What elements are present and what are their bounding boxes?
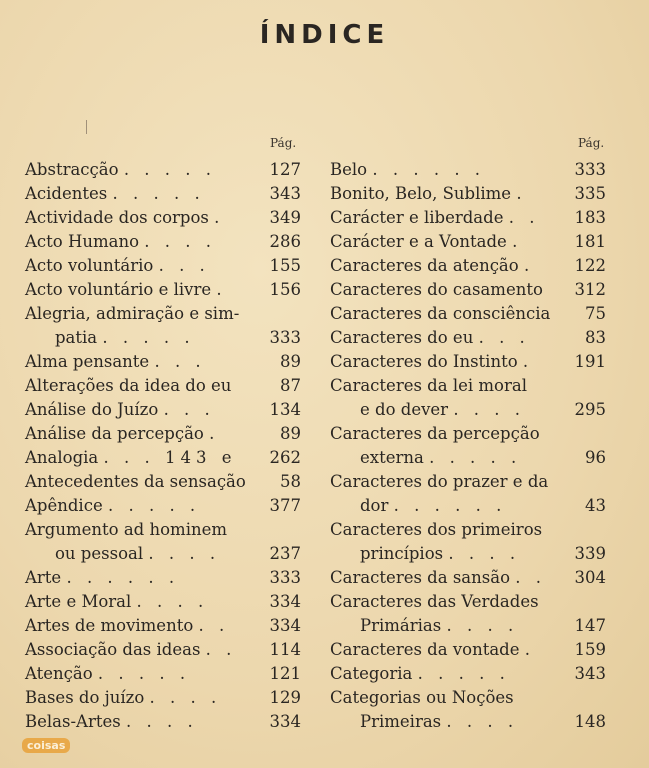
index-entry xyxy=(330,470,606,494)
entry-term xyxy=(330,326,530,350)
page-title: ÍNDICE xyxy=(259,20,390,50)
index-entry xyxy=(330,254,606,278)
entry-page-number: 349 xyxy=(269,208,301,227)
entry-term-text: Caracteres da lei moral xyxy=(330,376,527,395)
entry-page-number: 335 xyxy=(574,184,606,203)
entry-page-number: 127 xyxy=(269,160,301,179)
entry-term-text: Categorias ou Noções xyxy=(330,688,514,707)
index-entry xyxy=(330,230,606,254)
entry-term-text: dor xyxy=(360,496,389,515)
entry-leader-dots: . . . . . xyxy=(107,496,201,515)
index-entry xyxy=(25,590,301,614)
entry-term xyxy=(25,422,219,446)
index-entry xyxy=(330,566,606,590)
entry-term-text: Acto Humano xyxy=(25,232,140,251)
index-entry xyxy=(330,302,606,326)
entry-term xyxy=(330,422,540,446)
index-entry xyxy=(330,374,606,398)
entry-leader-dots: . xyxy=(209,424,220,443)
index-entry xyxy=(330,494,606,518)
index-entry xyxy=(330,326,606,350)
index-entry xyxy=(25,494,301,518)
index-entry xyxy=(330,182,606,206)
entry-term-text: Caracteres da sansão xyxy=(330,568,511,587)
entry-term xyxy=(330,350,533,374)
entry-term xyxy=(25,614,229,638)
index-entry xyxy=(330,398,606,422)
index-entry xyxy=(330,662,606,686)
entry-term xyxy=(330,686,514,710)
entry-page-number: 181 xyxy=(574,232,606,251)
entry-leader-dots: . . . . xyxy=(446,712,519,731)
entry-term-text: ou pessoal xyxy=(55,544,144,563)
index-entry xyxy=(330,542,606,566)
entry-page-number: 89 xyxy=(280,424,301,443)
entry-term xyxy=(330,230,522,254)
entry-leader-dots: . . . . . xyxy=(429,448,522,467)
entry-page-number: 304 xyxy=(574,568,606,587)
entry-term xyxy=(25,518,227,542)
index-entry xyxy=(25,518,301,542)
entry-page-number: 134 xyxy=(269,400,301,419)
entry-term-text: Caracteres dos primeiros xyxy=(330,520,543,539)
entry-term xyxy=(330,662,510,686)
entry-leader-dots: . . . . xyxy=(148,544,221,563)
entry-page-number: 183 xyxy=(574,208,606,227)
entry-leader-dots: . xyxy=(216,280,227,299)
entry-term-text: Acidentes xyxy=(25,184,108,203)
entry-term xyxy=(25,278,227,302)
entry-page-number: 333 xyxy=(269,568,301,587)
entry-term xyxy=(330,566,546,590)
index-entry xyxy=(25,158,301,182)
index-entry xyxy=(25,398,301,422)
index-entry xyxy=(330,686,606,710)
entry-leader-dots: . xyxy=(512,232,523,251)
entry-page-number: 96 xyxy=(585,448,606,467)
entry-term xyxy=(330,590,539,614)
index-entry xyxy=(25,614,301,638)
index-entry xyxy=(25,206,301,230)
entry-leader-dots: . xyxy=(524,640,536,659)
index-entry xyxy=(330,710,606,734)
entry-term-text: Bonito, Belo, Sublime xyxy=(330,184,512,203)
entry-term xyxy=(330,254,534,278)
index-entry xyxy=(330,518,606,542)
entry-term-text: Caracteres da consciência xyxy=(330,304,551,323)
entry-term-text: Primárias xyxy=(360,616,442,635)
index-entry xyxy=(25,566,301,590)
entry-term xyxy=(55,326,195,350)
entry-term xyxy=(330,518,542,542)
entry-page-number: 286 xyxy=(269,232,301,251)
entry-page-number: 75 xyxy=(585,304,606,323)
index-entry xyxy=(330,590,606,614)
entry-leader-dots: . . . . . xyxy=(112,184,205,203)
entry-term xyxy=(25,302,239,326)
entry-term xyxy=(25,182,205,206)
entry-page-number: 343 xyxy=(574,664,606,683)
entry-term-text: Actividade dos corpos xyxy=(25,208,209,227)
entry-term xyxy=(25,686,221,710)
entry-leader-dots: . . . . . . xyxy=(372,160,486,179)
entry-leader-dots: . . . . xyxy=(448,544,521,563)
watermark-logo: coisas xyxy=(22,738,70,753)
entry-term xyxy=(360,710,518,734)
index-entry xyxy=(25,302,301,326)
entry-leader-dots: . xyxy=(523,256,535,275)
entry-term-text: Belas-Artes xyxy=(25,712,121,731)
entry-leader-dots: . . xyxy=(508,208,540,227)
entry-page-number: 43 xyxy=(585,496,606,515)
index-entry xyxy=(25,230,301,254)
entry-term xyxy=(330,206,539,230)
entry-term xyxy=(330,638,535,662)
entry-term xyxy=(25,158,216,182)
entry-term-text: Alegria, admiração e sim- xyxy=(25,304,240,323)
entry-term xyxy=(25,206,224,230)
entry-term-text: Análise do Juízo xyxy=(25,400,159,419)
index-entry xyxy=(330,422,606,446)
index-entry xyxy=(25,182,301,206)
page-column-label-left: Pág. xyxy=(270,136,297,150)
entry-leader-dots: . . . . . xyxy=(123,160,217,179)
entry-page-number: 295 xyxy=(574,400,606,419)
entry-page-number: 191 xyxy=(574,352,606,371)
entry-term xyxy=(25,446,237,470)
entry-page-number: 147 xyxy=(574,616,606,635)
entry-page-number: 129 xyxy=(269,688,301,707)
entry-term-text: Antecedentes da sensação xyxy=(25,472,246,491)
index-entry xyxy=(25,686,301,710)
entry-leader-dots: . . . xyxy=(154,352,206,371)
entry-term xyxy=(330,278,543,302)
entry-term xyxy=(25,374,231,398)
entry-leader-dots: . . . . xyxy=(125,712,198,731)
entry-term xyxy=(330,470,548,494)
entry-term-text: Caracteres do casamento xyxy=(330,280,543,299)
entry-leader-dots: . . . . . xyxy=(102,328,195,347)
index-entry xyxy=(25,470,301,494)
entry-term-text: Categoria xyxy=(330,664,413,683)
entry-term xyxy=(25,710,198,734)
entry-leader-dots: . . . xyxy=(163,400,215,419)
entry-term-text: Caracteres da vontade xyxy=(330,640,520,659)
entry-term-text: Bases do juízo xyxy=(25,688,145,707)
entry-leader-dots: . . . . . . xyxy=(66,568,180,587)
entry-term xyxy=(25,350,206,374)
entry-term xyxy=(25,662,190,686)
entry-leader-dots: . xyxy=(522,352,534,371)
entry-term xyxy=(330,182,527,206)
entry-leader-dots: . . . xyxy=(478,328,530,347)
entry-term-text: Primeiras xyxy=(360,712,442,731)
index-entry xyxy=(25,710,301,734)
index-entry xyxy=(330,446,606,470)
entry-term-text: Caracteres do prazer e da xyxy=(330,472,549,491)
entry-leader-dots: . . xyxy=(198,616,230,635)
entry-term-text: princípios xyxy=(360,544,444,563)
entry-term xyxy=(55,542,220,566)
index-entry xyxy=(25,326,301,350)
entry-term-text: Arte e Moral xyxy=(25,592,132,611)
entry-term-text: Caracteres do Instinto xyxy=(330,352,518,371)
entry-page-number: 87 xyxy=(280,376,301,395)
entry-term xyxy=(360,542,520,566)
entry-term xyxy=(330,302,550,326)
entry-term xyxy=(330,158,485,182)
entry-leader-dots: . . . . xyxy=(136,592,209,611)
index-entry xyxy=(25,350,301,374)
entry-term xyxy=(330,374,527,398)
entry-term xyxy=(25,398,215,422)
entry-term xyxy=(360,398,525,422)
index-entry xyxy=(330,158,606,182)
entry-term-text: Carácter e liberdade xyxy=(330,208,504,227)
entry-page-number: 89 xyxy=(280,352,301,371)
entry-page-number: 262 xyxy=(269,448,301,467)
index-entry xyxy=(25,542,301,566)
entry-term xyxy=(25,254,210,278)
index-entry xyxy=(25,446,301,470)
entry-term-text: Apêndice xyxy=(25,496,103,515)
entry-term-text: Alma pensante xyxy=(25,352,150,371)
index-entry xyxy=(25,254,301,278)
index-column-left xyxy=(25,158,301,734)
entry-page-number: 334 xyxy=(269,712,301,731)
entry-page-number: 343 xyxy=(269,184,301,203)
page-column-label-right: Pág. xyxy=(578,136,605,150)
entry-leader-dots: . . . . xyxy=(149,688,222,707)
entry-page-number: 333 xyxy=(574,160,606,179)
ink-mark xyxy=(86,120,87,134)
index-column-right xyxy=(330,158,606,734)
entry-leader-dots: . xyxy=(516,184,527,203)
entry-page-number: 148 xyxy=(574,712,606,731)
entry-term xyxy=(25,590,208,614)
index-entry xyxy=(25,422,301,446)
entry-leader-dots: . . . . . xyxy=(97,664,191,683)
entry-page-number: 339 xyxy=(574,544,606,563)
index-entry xyxy=(330,278,606,302)
entry-leader-dots: . . . . . . xyxy=(393,496,507,515)
entry-term xyxy=(25,470,246,494)
entry-term xyxy=(360,614,518,638)
entry-term-text: Abstracção xyxy=(25,160,119,179)
entry-term-text: Analogia xyxy=(25,448,99,467)
entry-page-number: 155 xyxy=(269,256,301,275)
entry-leader-dots: . . . xyxy=(158,256,210,275)
entry-term-text: Caracteres do eu xyxy=(330,328,474,347)
entry-term-text: Acto voluntário xyxy=(25,256,154,275)
entry-term-text: Caracteres da atenção xyxy=(330,256,519,275)
entry-term-text: externa xyxy=(360,448,424,467)
index-entry xyxy=(25,374,301,398)
entry-leader-dots: . . xyxy=(205,640,237,659)
entry-page-number: 58 xyxy=(280,472,301,491)
entry-term xyxy=(360,494,506,518)
entry-leader-dots: . . . . xyxy=(144,232,216,251)
index-entry xyxy=(25,638,301,662)
entry-page-number: 156 xyxy=(269,280,301,299)
entry-term-text: Arte xyxy=(25,568,62,587)
entry-term-text: Argumento ad hominem xyxy=(25,520,228,539)
entry-term-text: Artes de movimento xyxy=(25,616,194,635)
entry-term-text: Carácter e a Vontade xyxy=(330,232,507,251)
entry-page-number: 334 xyxy=(269,616,301,635)
entry-page-number: 114 xyxy=(269,640,301,659)
entry-term-text: Atenção xyxy=(25,664,93,683)
entry-term-text: Caracteres das Verdades xyxy=(330,592,539,611)
entry-term-text: e do dever xyxy=(360,400,449,419)
entry-page-number: 121 xyxy=(269,664,301,683)
entry-leader-dots: . . . . xyxy=(446,616,519,635)
index-entry xyxy=(330,350,606,374)
index-entry xyxy=(330,638,606,662)
entry-term-text: Alterações da idea do eu xyxy=(25,376,232,395)
entry-leader-dots: . . . . . xyxy=(417,664,510,683)
entry-term xyxy=(360,446,521,470)
entry-page-number: 334 xyxy=(269,592,301,611)
index-entry xyxy=(25,278,301,302)
entry-page-number: 333 xyxy=(269,328,301,347)
entry-page-number: 122 xyxy=(574,256,606,275)
entry-term-text: Acto voluntário e livre xyxy=(25,280,212,299)
entry-term-text: patia xyxy=(55,328,98,347)
entry-term-text: Caracteres da percepção xyxy=(330,424,540,443)
entry-page-number: 312 xyxy=(574,280,606,299)
entry-term xyxy=(25,566,179,590)
entry-leader-dots: . . . . xyxy=(453,400,526,419)
entry-page-number: 159 xyxy=(574,640,606,659)
index-entry xyxy=(330,614,606,638)
entry-page-number: 237 xyxy=(269,544,301,563)
entry-term-text: Belo xyxy=(330,160,368,179)
entry-leader-dots: . . . 143 e xyxy=(103,448,237,467)
entry-term xyxy=(25,494,200,518)
entry-page-number: 83 xyxy=(585,328,606,347)
index-entry xyxy=(330,206,606,230)
entry-leader-dots: . . xyxy=(515,568,547,587)
entry-term xyxy=(25,230,216,254)
entry-term xyxy=(25,638,236,662)
entry-leader-dots: . xyxy=(214,208,225,227)
entry-term-text: Análise da percepção xyxy=(25,424,204,443)
entry-term-text: Associação das ideas xyxy=(25,640,201,659)
entry-page-number: 377 xyxy=(269,496,301,515)
index-entry xyxy=(25,662,301,686)
